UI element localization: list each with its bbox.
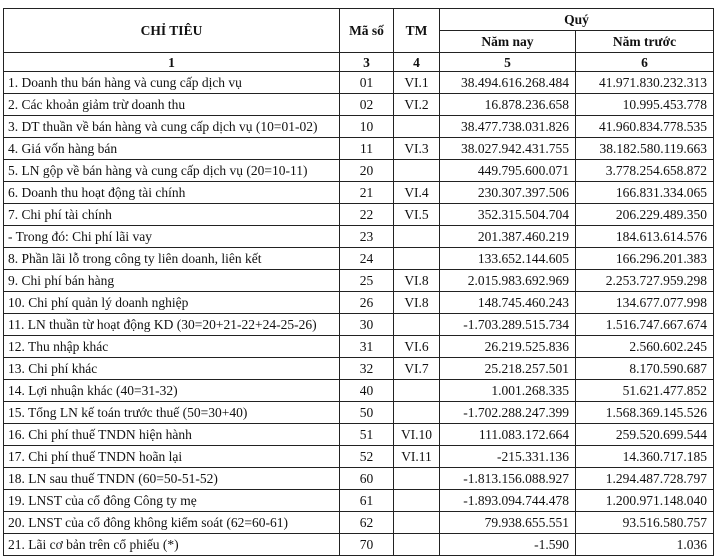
table-row xyxy=(4,424,714,446)
row-label: 11. LN thuần từ hoạt động KD (30=20+21-22+24-25-26) xyxy=(4,314,340,336)
row-label: 21. Lãi cơ bản trên cổ phiếu (*) xyxy=(4,534,340,556)
row-note: VI.4 xyxy=(394,182,440,204)
row-label: 7. Chi phí tài chính xyxy=(4,204,340,226)
row-code: 50 xyxy=(340,402,394,424)
row-previous-value: 1.294.487.728.797 xyxy=(576,468,714,490)
row-code: 62 xyxy=(340,512,394,534)
table-row xyxy=(4,468,714,490)
row-label: 13. Chi phí khác xyxy=(4,358,340,380)
row-previous-value: 8.170.590.687 xyxy=(576,358,714,380)
row-previous-value: 41.971.830.232.313 xyxy=(576,72,714,94)
row-label: 4. Giá vốn hàng bán xyxy=(4,138,340,160)
table-row xyxy=(4,314,714,336)
row-label: 10. Chi phí quản lý doanh nghiệp xyxy=(4,292,340,314)
row-code: 31 xyxy=(340,336,394,358)
row-code: 26 xyxy=(340,292,394,314)
row-note xyxy=(394,490,440,512)
row-current-value: 449.795.600.071 xyxy=(440,160,576,182)
row-label: 16. Chi phí thuế TNDN hiện hành xyxy=(4,424,340,446)
row-previous-value: 206.229.489.350 xyxy=(576,204,714,226)
row-code: 24 xyxy=(340,248,394,270)
row-current-value: -1.702.288.247.399 xyxy=(440,402,576,424)
row-code: 11 xyxy=(340,138,394,160)
row-code: 21 xyxy=(340,182,394,204)
table-row xyxy=(4,160,714,182)
row-label: - Trong đó: Chi phí lãi vay xyxy=(4,226,340,248)
row-current-value: 25.218.257.501 xyxy=(440,358,576,380)
table-row xyxy=(4,182,714,204)
row-code: 30 xyxy=(340,314,394,336)
table-body xyxy=(4,72,714,556)
income-statement-table xyxy=(3,8,714,556)
row-current-value: 1.001.268.335 xyxy=(440,380,576,402)
table-row xyxy=(4,204,714,226)
table-row xyxy=(4,446,714,468)
row-previous-value: 51.621.477.852 xyxy=(576,380,714,402)
table-row xyxy=(4,534,714,556)
row-previous-value: 166.296.201.383 xyxy=(576,248,714,270)
row-code: 10 xyxy=(340,116,394,138)
table-row xyxy=(4,358,714,380)
row-previous-value: 166.831.334.065 xyxy=(576,182,714,204)
row-previous-value: 10.995.453.778 xyxy=(576,94,714,116)
row-previous-value: 259.520.699.544 xyxy=(576,424,714,446)
header-tm: TM xyxy=(394,9,440,53)
table-row xyxy=(4,336,714,358)
row-code: 51 xyxy=(340,424,394,446)
table-row xyxy=(4,116,714,138)
row-current-value: 111.083.172.664 xyxy=(440,424,576,446)
table-row xyxy=(4,270,714,292)
row-label: 9. Chi phí bán hàng xyxy=(4,270,340,292)
row-note: VI.3 xyxy=(394,138,440,160)
header-nam-nay: Năm nay xyxy=(440,31,576,53)
row-previous-value: 38.182.580.119.663 xyxy=(576,138,714,160)
table-row xyxy=(4,248,714,270)
row-label: 19. LNST của cổ đông Công ty mẹ xyxy=(4,490,340,512)
header-ma-so: Mã số xyxy=(340,9,394,53)
row-note: VI.7 xyxy=(394,358,440,380)
row-current-value: -215.331.136 xyxy=(440,446,576,468)
table-row xyxy=(4,72,714,94)
row-code: 25 xyxy=(340,270,394,292)
row-current-value: 201.387.460.219 xyxy=(440,226,576,248)
row-note xyxy=(394,248,440,270)
row-current-value: 38.494.616.268.484 xyxy=(440,72,576,94)
row-current-value: 79.938.655.551 xyxy=(440,512,576,534)
row-label: 8. Phần lãi lỗ trong công ty liên doanh, liên kết xyxy=(4,248,340,270)
row-note: VI.10 xyxy=(394,424,440,446)
table-row xyxy=(4,512,714,534)
row-previous-value: 41.960.834.778.535 xyxy=(576,116,714,138)
row-note xyxy=(394,512,440,534)
table-row xyxy=(4,402,714,424)
row-previous-value: 184.613.614.576 xyxy=(576,226,714,248)
row-label: 20. LNST của cổ đông không kiểm soát (62=60-61) xyxy=(4,512,340,534)
row-previous-value: 3.778.254.658.872 xyxy=(576,160,714,182)
row-note xyxy=(394,468,440,490)
row-previous-value: 14.360.717.185 xyxy=(576,446,714,468)
row-code: 61 xyxy=(340,490,394,512)
column-index: 3 xyxy=(340,53,394,72)
column-index: 6 xyxy=(576,53,714,72)
row-code: 20 xyxy=(340,160,394,182)
row-current-value: 230.307.397.506 xyxy=(440,182,576,204)
row-current-value: 2.015.983.692.969 xyxy=(440,270,576,292)
row-previous-value: 134.677.077.998 xyxy=(576,292,714,314)
row-note xyxy=(394,314,440,336)
row-note xyxy=(394,380,440,402)
row-label: 2. Các khoản giảm trừ doanh thu xyxy=(4,94,340,116)
row-code: 01 xyxy=(340,72,394,94)
row-note xyxy=(394,402,440,424)
table-row xyxy=(4,138,714,160)
row-current-value: -1.813.156.088.927 xyxy=(440,468,576,490)
row-label: 18. LN sau thuế TNDN (60=50-51-52) xyxy=(4,468,340,490)
row-code: 02 xyxy=(340,94,394,116)
row-code: 22 xyxy=(340,204,394,226)
row-note xyxy=(394,116,440,138)
column-index: 1 xyxy=(4,53,340,72)
row-previous-value: 1.568.369.145.526 xyxy=(576,402,714,424)
row-previous-value: 1.036 xyxy=(576,534,714,556)
row-current-value: -1.893.094.744.478 xyxy=(440,490,576,512)
header-chi-tieu: CHỈ TIÊU xyxy=(4,9,340,53)
row-note xyxy=(394,534,440,556)
row-previous-value: 2.560.602.245 xyxy=(576,336,714,358)
row-note: VI.8 xyxy=(394,270,440,292)
row-label: 1. Doanh thu bán hàng và cung cấp dịch vụ xyxy=(4,72,340,94)
row-previous-value: 2.253.727.959.298 xyxy=(576,270,714,292)
row-note: VI.6 xyxy=(394,336,440,358)
table-row xyxy=(4,292,714,314)
row-current-value: 26.219.525.836 xyxy=(440,336,576,358)
row-note: VI.1 xyxy=(394,72,440,94)
column-index: 4 xyxy=(394,53,440,72)
row-current-value: 16.878.236.658 xyxy=(440,94,576,116)
row-code: 60 xyxy=(340,468,394,490)
table-row xyxy=(4,94,714,116)
row-note xyxy=(394,160,440,182)
row-label: 15. Tổng LN kế toán trước thuế (50=30+40) xyxy=(4,402,340,424)
row-current-value: 38.027.942.431.755 xyxy=(440,138,576,160)
row-label: 5. LN gộp về bán hàng và cung cấp dịch vụ (20=10-11) xyxy=(4,160,340,182)
table-row xyxy=(4,226,714,248)
row-note: VI.5 xyxy=(394,204,440,226)
row-label: 17. Chi phí thuế TNDN hoãn lại xyxy=(4,446,340,468)
row-code: 70 xyxy=(340,534,394,556)
row-current-value: -1.590 xyxy=(440,534,576,556)
row-label: 6. Doanh thu hoạt động tài chính xyxy=(4,182,340,204)
row-code: 23 xyxy=(340,226,394,248)
row-previous-value: 93.516.580.757 xyxy=(576,512,714,534)
table-row xyxy=(4,490,714,512)
row-label: 12. Thu nhập khác xyxy=(4,336,340,358)
row-current-value: 352.315.504.704 xyxy=(440,204,576,226)
row-current-value: 148.745.460.243 xyxy=(440,292,576,314)
income-statement xyxy=(3,8,714,556)
row-label: 14. Lợi nhuận khác (40=31-32) xyxy=(4,380,340,402)
column-index: 5 xyxy=(440,53,576,72)
row-note xyxy=(394,226,440,248)
row-current-value: 38.477.738.031.826 xyxy=(440,116,576,138)
table-row xyxy=(4,380,714,402)
row-note: VI.8 xyxy=(394,292,440,314)
row-code: 40 xyxy=(340,380,394,402)
column-index-row xyxy=(4,53,714,72)
header-quy: Quý xyxy=(440,9,714,31)
row-note: VI.2 xyxy=(394,94,440,116)
row-note: VI.11 xyxy=(394,446,440,468)
row-previous-value: 1.516.747.667.674 xyxy=(576,314,714,336)
row-label: 3. DT thuần về bán hàng và cung cấp dịch vụ (10=01-02) xyxy=(4,116,340,138)
row-current-value: -1.703.289.515.734 xyxy=(440,314,576,336)
row-previous-value: 1.200.971.148.040 xyxy=(576,490,714,512)
header-nam-truoc: Năm trước xyxy=(576,31,714,53)
row-code: 32 xyxy=(340,358,394,380)
row-current-value: 133.652.144.605 xyxy=(440,248,576,270)
row-code: 52 xyxy=(340,446,394,468)
